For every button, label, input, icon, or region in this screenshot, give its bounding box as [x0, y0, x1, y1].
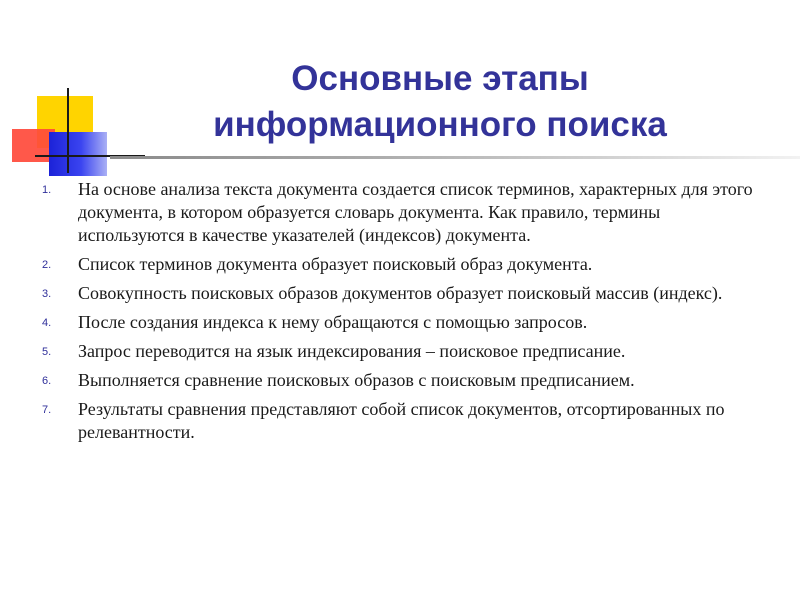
list-item — [40, 178, 770, 247]
list-item-text: Выполняется сравнение поисковых образов с поисковым предписанием. — [78, 370, 635, 390]
list-item-text: После создания индекса к нему обращаются с помощью запросов. — [78, 312, 588, 332]
list-item — [40, 253, 770, 276]
steps-list — [40, 178, 770, 450]
list-item — [40, 311, 770, 334]
decorative-blue-square — [49, 132, 107, 176]
list-item-text: Запрос переводится на язык индексирования – поисковое предписание. — [78, 341, 626, 361]
list-item — [40, 398, 770, 444]
title-divider-line — [110, 156, 800, 159]
slide-title-line-1: Основные этапы — [291, 59, 589, 98]
list-item — [40, 340, 770, 363]
list-item-number: 1. — [42, 184, 52, 196]
list-item-text: Совокупность поисковых образов документов образует поисковый массив (индекс). — [78, 283, 723, 303]
list-item-number: 5. — [42, 346, 52, 358]
list-item-number: 6. — [42, 375, 52, 387]
list-item-number: 2. — [42, 259, 52, 271]
list-item-number: 4. — [42, 317, 52, 329]
list-item-number: 7. — [42, 404, 52, 416]
list-item — [40, 369, 770, 392]
list-item-text: На основе анализа текста документа создается список терминов, характерных для этого документа, в котором образуется словарь документа. Как правило, термины используются в качестве указателей (индексов) документа. — [78, 179, 753, 245]
slide-title-line-2: информационного поиска — [213, 105, 667, 144]
list-item-text: Результаты сравнения представляют собой список документов, отсортированных по релевантности. — [78, 399, 725, 442]
slide-title — [120, 56, 760, 148]
list-item — [40, 282, 770, 305]
decorative-vertical-line — [67, 88, 69, 173]
list-item-number: 3. — [42, 288, 52, 300]
list-item-text: Список терминов документа образует поисковый образ документа. — [78, 254, 593, 274]
